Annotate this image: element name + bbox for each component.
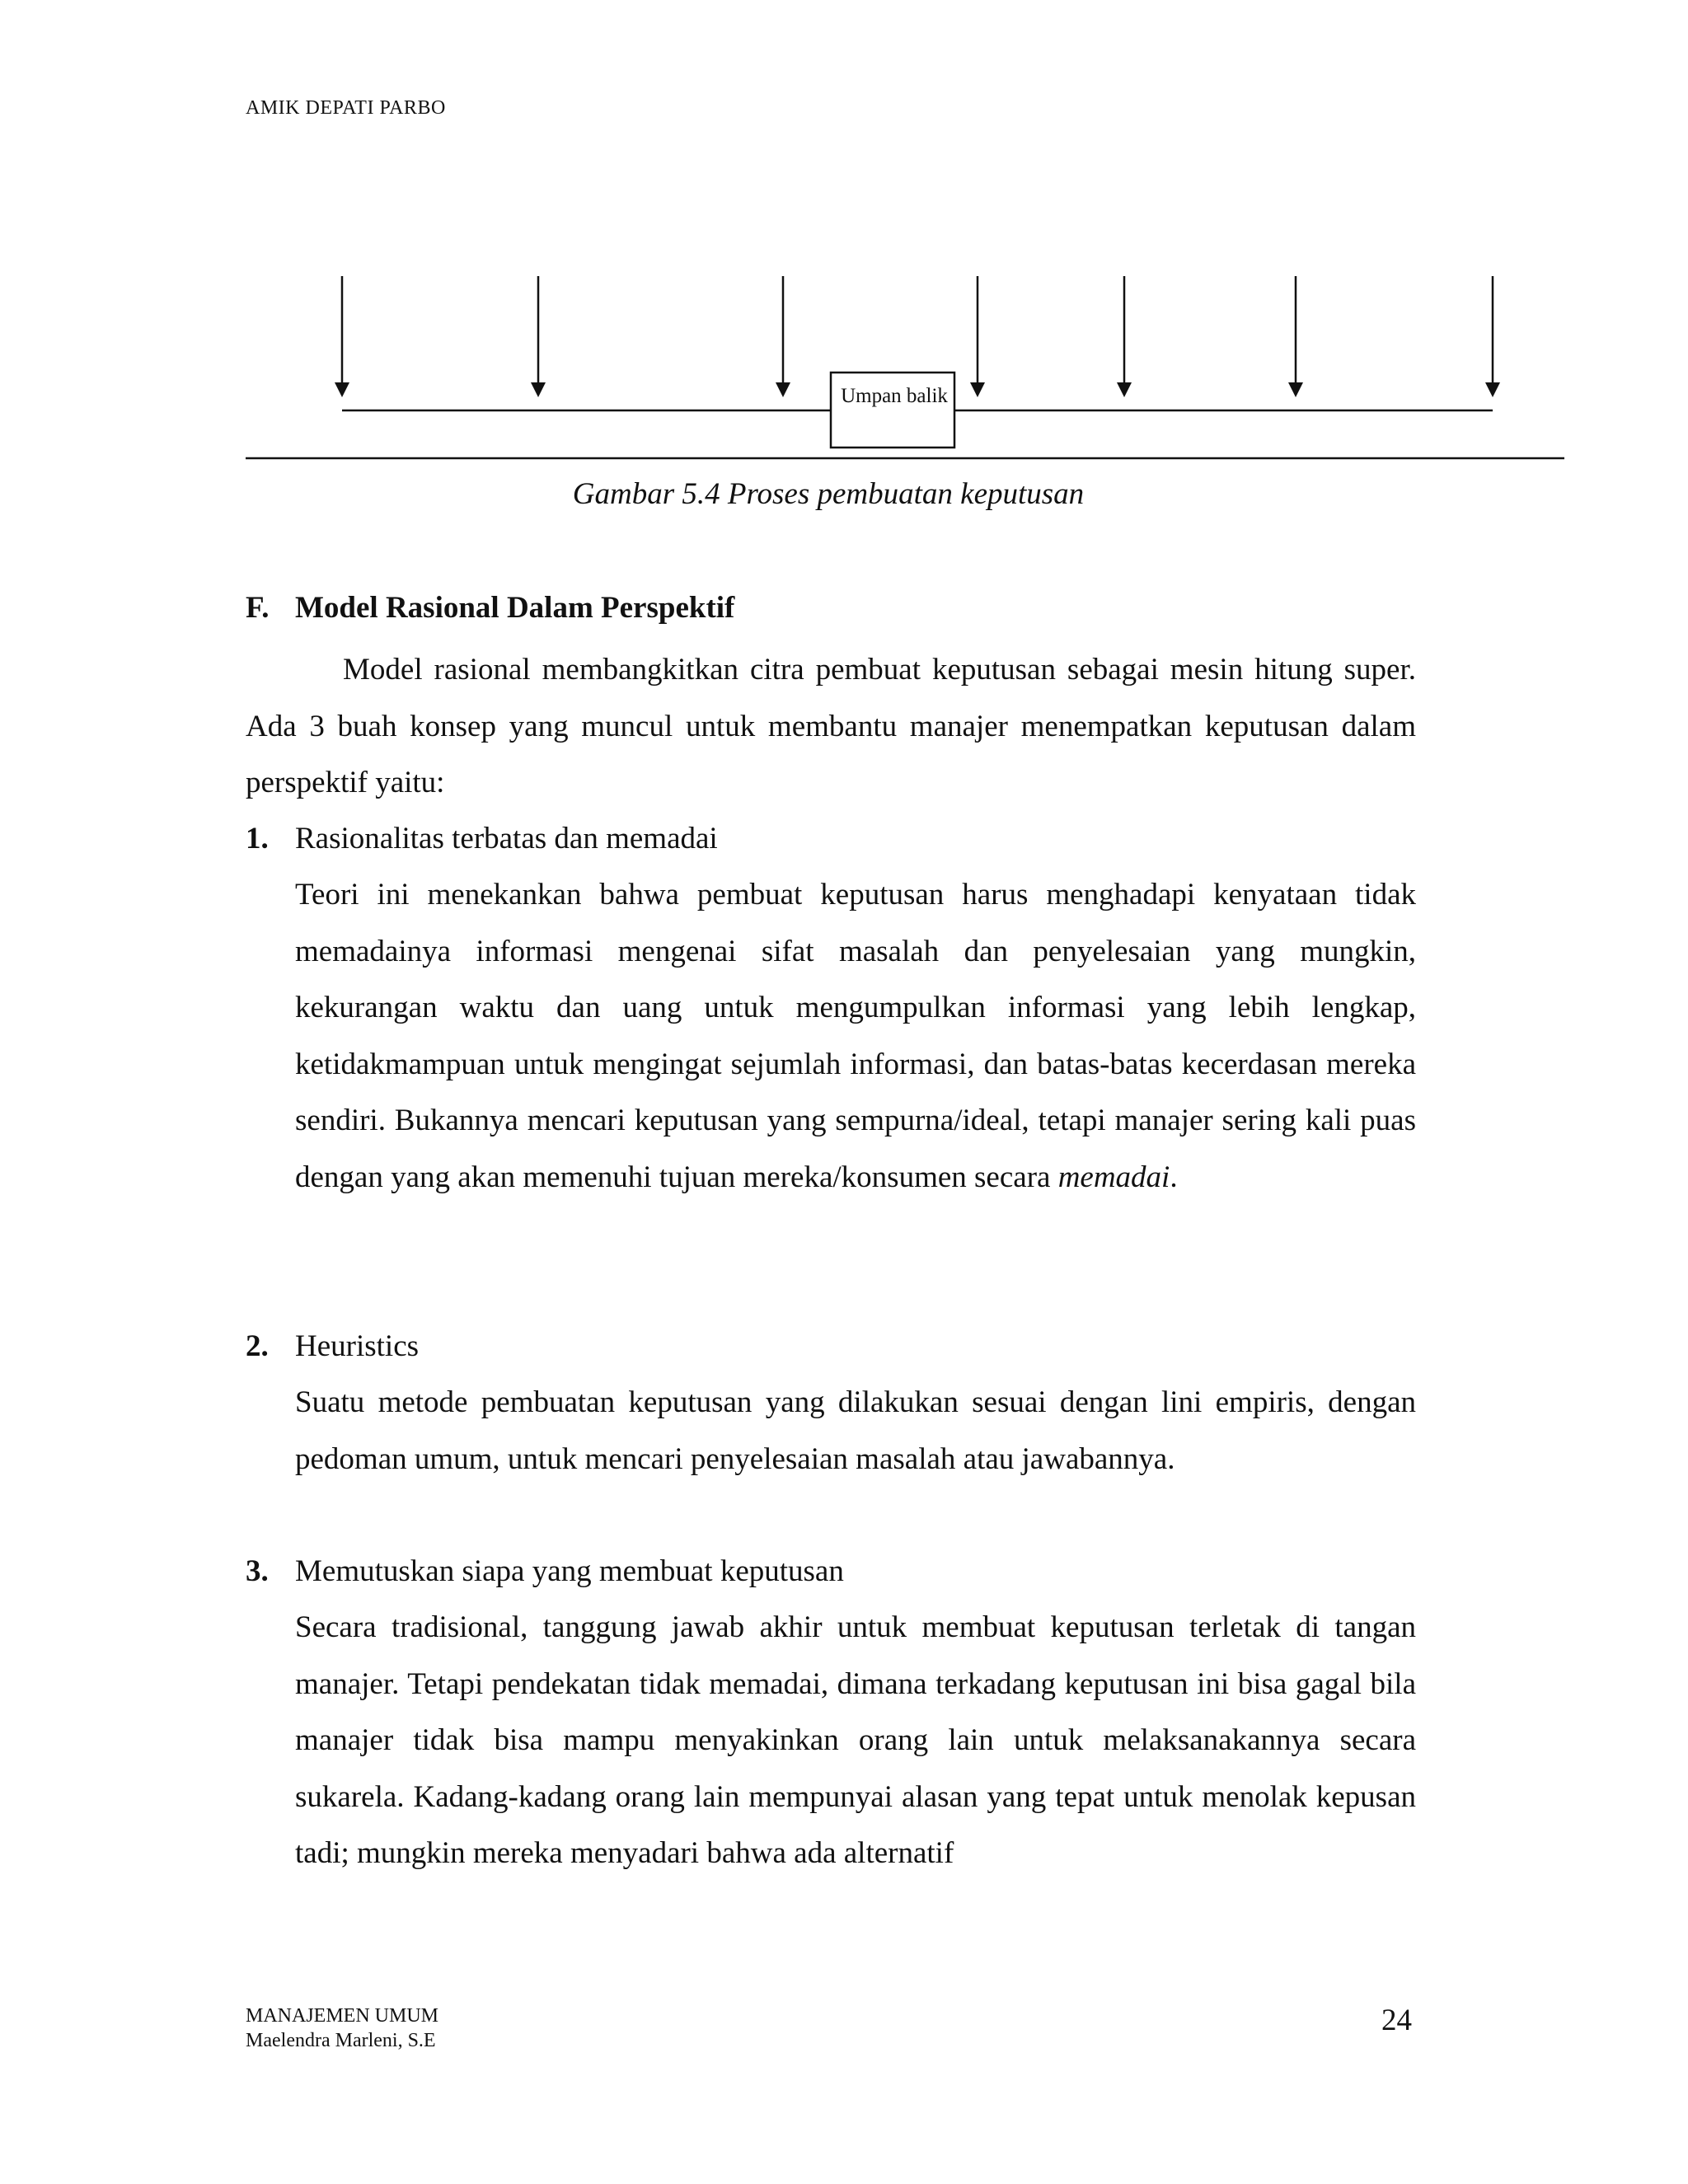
figure-caption: Gambar 5.4 Proses pembuatan keputusan <box>572 477 1085 511</box>
arrow-3-head <box>776 382 790 397</box>
section-heading <box>246 590 734 626</box>
arrow-1-head <box>335 382 349 397</box>
footer-info <box>246 2004 438 2053</box>
item-3-title: Memutuskan siapa yang membuat keputusan <box>295 1554 844 1588</box>
item-1-heading <box>246 811 718 868</box>
item-3-body: Secara tradisional, tanggung jawab akhir untuk membuat keputusan terletak di tangan manajer. Tetapi pendekatan tidak memadai, dimana terkadang keputusan ini bisa gagal bila manajer tidak bisa mampu menyakinkan orang lain untuk melaksanakannya secara sukarela. Kadang-kadang orang lain mempunyai alasan yang tepat untuk menolak kepusan tadi; mungkin mereka menyadari bahwa ada alternatif <box>295 1610 1416 1870</box>
item-1-body <box>295 867 1416 1206</box>
item-1-end: . <box>1170 1160 1178 1194</box>
arrow-7-head <box>1485 382 1500 397</box>
item-1-emphasis: memadai <box>1057 1160 1170 1194</box>
decision-process-figure <box>0 0 1688 511</box>
arrow-4-head <box>970 382 985 397</box>
arrow-2-head <box>531 382 546 397</box>
item-2-body: Suatu metode pembuatan keputusan yang dilakukan sesuai dengan lini empiris, dengan pedoman umum, untuk mencari penyelesaian masalah atau jawabannya. <box>295 1385 1416 1476</box>
section-title: Model Rasional Dalam Perspektif <box>295 591 735 625</box>
footer-course: MANAJEMEN UMUM <box>246 2005 439 2027</box>
intro-paragraph: Model rasional membangkitkan citra pembuat keputusan sebagai mesin hitung super. Ada 3 buah konsep yang muncul untuk membantu manajer menempatkan keputusan dalam perspektif yaitu: <box>246 653 1416 799</box>
section-letter: F. <box>246 591 270 625</box>
arrow-6-head <box>1288 382 1303 397</box>
item-1-text: Teori ini menekankan bahwa pembuat keputusan harus menghadapi kenyataan tidak memadainya informasi mengenai sifat masalah dan penyelesaian yang mungkin, kekurangan waktu dan uang untuk mengumpulkan informasi yang lebih lengkap, ketidakmampuan untuk mengingat sejumlah informasi, dan batas-batas kecerdasan mereka sendiri. Bukannya mencari keputusan yang sempurna/ideal, tetapi manajer sering kali puas dengan yang akan memenuhi tujuan mereka/konsumen secara <box>295 878 1416 1194</box>
item-3-number: 3. <box>246 1554 269 1588</box>
item-3-heading <box>246 1544 844 1601</box>
item-1-number: 1. <box>246 822 269 855</box>
item-1-title: Rasionalitas terbatas dan memadai <box>295 822 718 855</box>
page-number: 24 <box>1381 2004 1412 2037</box>
footer-author: Maelendra Marleni, S.E <box>246 2030 436 2051</box>
item-2-heading <box>246 1319 419 1376</box>
feedback-label: Umpan balik <box>841 385 948 407</box>
running-header: AMIK DEPATI PARBO <box>246 97 446 119</box>
item-2-number: 2. <box>246 1329 269 1363</box>
arrow-5-head <box>1117 382 1132 397</box>
item-2-title: Heuristics <box>295 1329 420 1363</box>
